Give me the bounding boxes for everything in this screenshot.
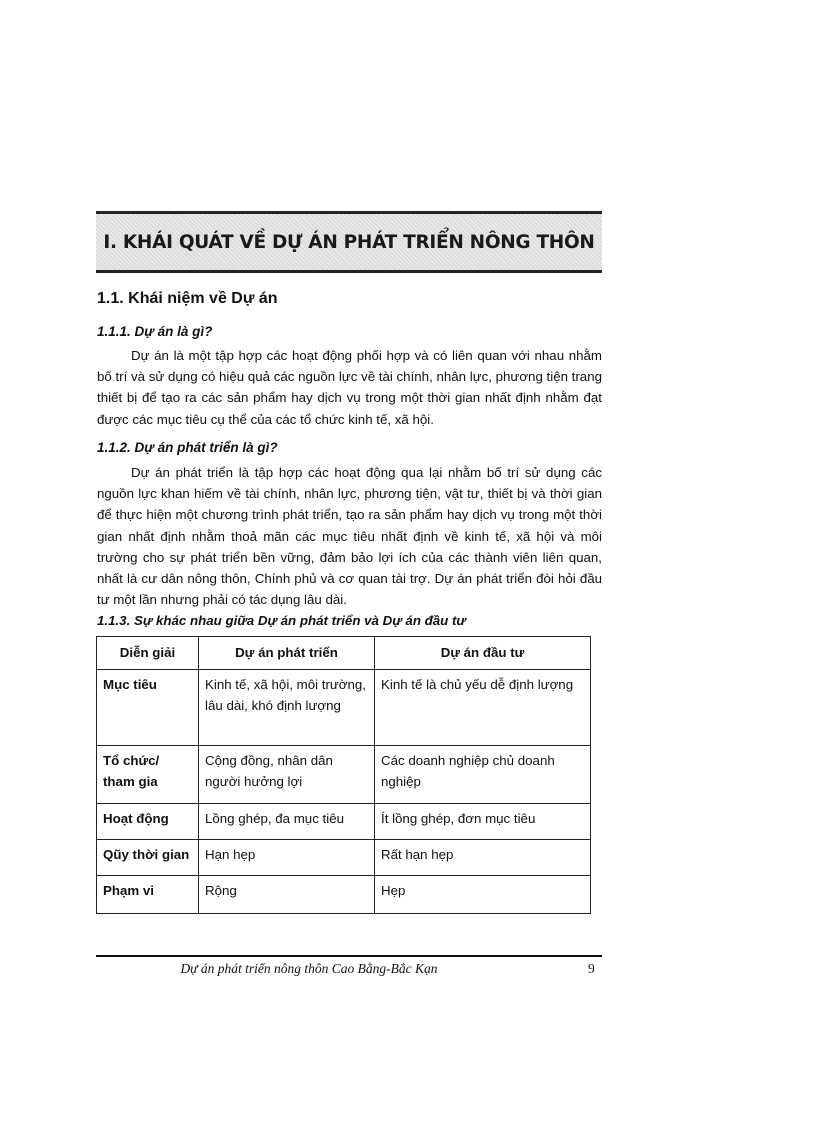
footer-title: Dự án phát triển nông thôn Cao Bằng-Bắc Kạn	[180, 961, 438, 976]
table-cell: Hẹp	[375, 876, 591, 914]
table-cell: Cộng đồng, nhân dân người hưởng lợi	[199, 746, 375, 804]
subsection-heading-1: 1.1.1. Dự án là gì?	[97, 324, 213, 339]
row-label: Tổ chức/ tham gia	[97, 746, 199, 804]
table-header-row	[97, 637, 591, 670]
header-cell: Dự án đầu tư	[375, 637, 591, 670]
row-label: Hoạt động	[97, 804, 199, 840]
table-row	[97, 840, 591, 876]
table-cell: Rất hạn hẹp	[375, 840, 591, 876]
header-cell: Dự án phát triển	[199, 637, 375, 670]
header-cell: Diễn giải	[97, 637, 199, 670]
chapter-title: I. KHÁI QUÁT VỀ DỰ ÁN PHÁT TRIỂN NÔNG THÔN	[103, 231, 595, 253]
paragraph-2: Dự án phát triển là tập hợp các hoạt động qua lại nhằm bố trí sử dụng các nguồn lực khan hiếm về tài chính, nhân lực, phương tiện, vật tư, thiết bị và thời gian để thực hiện một chương trình phát triển, tạo ra sản phẩm hay dịch vụ trong một thời gian nhất định nhằm thoả mãn các mục tiêu nhất định về kinh tế, xã hội và môi trường cho sự phát triển bền vững, đảm bảo lợi ích của các thành viên liên quan, nhất là cư dân nông thôn, Chính phủ và cơ quan tài trợ. Dự án phát triển đòi hỏi đầu tư một lần nhưng phải có tác dụng lâu dài.	[97, 465, 602, 608]
row-label: Qũy thời gian	[97, 840, 199, 876]
table-cell: Lồng ghép, đa mục tiêu	[199, 804, 375, 840]
comparison-table	[96, 636, 591, 914]
row-label: Mục tiêu	[97, 670, 199, 746]
row-label: Phạm vi	[97, 876, 199, 914]
table-cell: Rộng	[199, 876, 375, 914]
table-cell: Ít lồng ghép, đơn mục tiêu	[375, 804, 591, 840]
table-caption: 1.1.3. Sự khác nhau giữa Dự án phát triển và Dự án đầu tư	[97, 613, 466, 628]
table-cell: Kinh tế, xã hội, môi trường, lâu dài, khó định lượng	[199, 670, 375, 746]
table-row	[97, 876, 591, 914]
table-cell: Kinh tế là chủ yếu dễ định lượng	[375, 670, 591, 746]
page-number: 9	[588, 961, 595, 976]
paragraph-1: Dự án là một tập hợp các hoạt động phối hợp và có liên quan với nhau nhằm bố trí và sử dụng có hiệu quả các nguồn lực về tài chính, nhân lực, phương tiện trang thiết bị để tạo ra các sản phẩm hay dịch vụ trong một thời gian nhất định nhằm đạt được các mục tiêu cụ thể của các tổ chức kinh tế, xã hội.	[97, 348, 602, 427]
table-cell: Các doanh nghiệp chủ doanh nghiệp	[375, 746, 591, 804]
chapter-banner	[96, 211, 602, 273]
table-cell: Hạn hẹp	[199, 840, 375, 876]
table-row	[97, 670, 591, 746]
table-row	[97, 804, 591, 840]
footer-rule	[96, 955, 602, 957]
subsection-heading-2: 1.1.2. Dự án phát triển là gì?	[97, 440, 278, 455]
section-heading: 1.1. Khái niệm về Dự án	[97, 290, 278, 307]
table-row	[97, 746, 591, 804]
